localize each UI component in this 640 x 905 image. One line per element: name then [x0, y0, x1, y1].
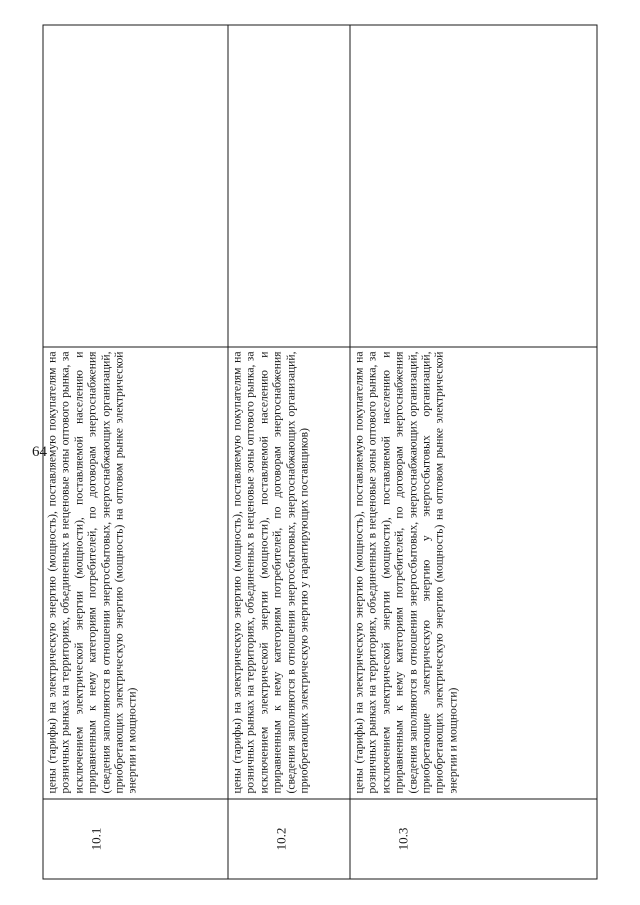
row-text: цены (тарифы) на электрическую энергию (мощность), поставляемую покупателям на розничных рынках на территориях, объединенных в неценовые зоны оптового рынка, за исключением электрической энергии (мощности), поставляемой населению и приравненным к нему категориям потребителей, по договорам энергоснабжения (сведения заполняются в отношении энергосбытовых, энергоснабжающих организаций, приобретающих электрическую энергию (мощность) на оптовом рынке электрической энергии и мощности)	[45, 351, 139, 794]
row-number: 10.3	[395, 827, 411, 851]
row-empty-cell	[228, 25, 350, 347]
row-text-cell	[350, 347, 597, 799]
row-text: цены (тарифы) на электрическую энергию (мощность), поставляемую покупателям на розничных рынках на территориях, объединенных в неценовые зоны оптового рынка, за исключением электрической энергии (мощности), поставляемой населению и приравненным к нему категориям потребителей, по договорам энергоснабжения (сведения заполняются в отношении энергосбытовых, энергоснабжающих организаций, приобретающих электрическую энергию у гарантирующих поставщиков)	[230, 351, 311, 794]
row-number-cell	[43, 799, 228, 879]
row-empty-cell	[43, 25, 228, 347]
row-number: 10.2	[273, 827, 289, 851]
rotated-table-page	[43, 25, 598, 880]
row-text-cell	[228, 347, 350, 799]
row-number: 10.1	[88, 827, 104, 851]
page-number: 64	[32, 444, 47, 460]
table-row	[350, 25, 597, 879]
row-text: цены (тарифы) на электрическую энергию (мощность), поставляемую покупателям на розничных рынках на территориях, объединенных в неценовые зоны оптового рынка, за исключением электрической энергии (мощности), поставляемой населению и приравненным к нему категориям потребителей, по договорам энергоснабжения (сведения заполняются в отношении энергосбытовых, энергоснабжающих организаций, приобретающие электрическую энергию у энергосбытовых организаций, приобретающих электрическую энергию (мощность) на оптовом рынке электрической энергии и мощности)	[352, 351, 460, 794]
row-text-cell	[43, 347, 228, 799]
table-row	[228, 25, 350, 879]
row-empty-cell	[350, 25, 597, 347]
tariff-table	[43, 25, 598, 880]
table-row	[43, 25, 228, 879]
row-number-cell	[350, 799, 597, 879]
row-number-cell	[228, 799, 350, 879]
